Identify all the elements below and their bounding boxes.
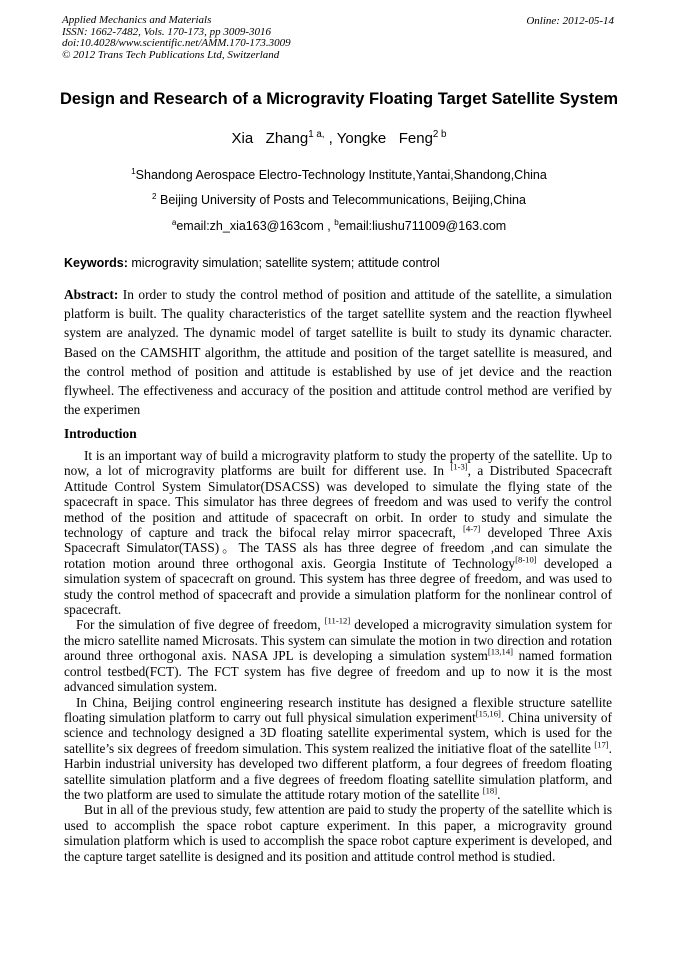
paragraph: But in all of the previous study, few attention are paid to study the property of the satellite which is used to accomplish the space robot capture experiment. In this paper, a microgravity ground simulation platform which is used to accomplish the space robot capture experiment is developed, and the capture target satellite is designed and its position and attitude control method is studied.: [64, 802, 612, 864]
text: It is an important way of build a microgravity platform to study the property of the satellite. Up to now, a lot of microgravity platforms are built for different use. In: [64, 448, 612, 479]
author-sup: 1 a,: [308, 129, 325, 140]
abstract-text: In order to study the control method of position and attitude of the satellite, a simulation platform is built. The quality characteristics of the target satellite system and the reaction flywheel system are analyzed. The dynamic model of target satellite is built to study its dynamic character. Based on the CAMSHIT algorithm, the attitude and position of the target satellite is measured, and the control method of position and attitude is established by use of jet device and the reaction flywheel. The effectiveness and accuracy of the position and attitude control method are verified by the experimen: [64, 287, 612, 418]
paragraph: [64, 448, 612, 617]
issn: ISSN: 1662-7482, Vols. 170-173, pp 3009-3016: [62, 25, 271, 38]
text: .: [497, 786, 501, 802]
email-b: email:liushu711009@163.com: [338, 219, 507, 233]
text: In China, Beijing control engineering research institute has designed a flexible structure satellite floating simulation platform to carry out full physical simulation experiment: [64, 694, 612, 725]
author-sup: 2 b: [432, 129, 447, 140]
text: named formation control testbed(FCT). The FCT system has five degree of freedom and up to now it is the most advanced simulation system.: [64, 648, 612, 695]
text: For the simulation of five degree of freedom,: [76, 617, 325, 633]
paragraph: [64, 695, 612, 803]
affiliation-1: [0, 168, 678, 182]
aff-sup: 2: [152, 191, 157, 201]
citation: [11-12]: [324, 616, 351, 627]
citation: [8-10]: [515, 554, 537, 565]
text: developed Three Axis Spacecraft Simulator(TASS)。The TASS als has three degree of freedom ,and can simulate the rotation motion around three orthogonal axis. Georgia Institute of Technology: [64, 525, 612, 571]
paragraph: [64, 617, 612, 694]
emails: [0, 219, 678, 233]
aff-sup: 1: [131, 166, 136, 176]
text: , a Distributed Spacecraft Attitude Control System Simulator(DSACSS) was developed to simulate the flying state of the spacecraft in space. This simulator has three degrees of freedom and was used to verify the control method of the position and attitude of spacecraft on orbit. In order to study and simulate the technology of capture and track the bifocal relay mirror spacecraft,: [64, 463, 612, 541]
citation: [4-7]: [463, 523, 481, 534]
citation: [15,16]: [475, 708, 501, 719]
introduction-body: [64, 448, 612, 864]
text: developed a microgravity simulation system for the micro satellite named Microsats. This system can simulate the motion in two direction and rotation around three orthogonal axis. NASA JPL is developing a simulation system: [64, 617, 612, 664]
affiliation-2: [0, 193, 678, 207]
email-sup: b: [334, 217, 339, 227]
author-separator: ,: [324, 130, 337, 147]
journal-header: [62, 15, 291, 61]
authors: [0, 130, 678, 147]
citation: [17]: [594, 739, 609, 750]
journal-name: Applied Mechanics and Materials: [62, 14, 212, 26]
keywords-text: microgravity simulation; satellite system; attitude control: [127, 256, 440, 270]
citation: [13,14]: [487, 646, 514, 657]
text: developed a simulation system of spacecraft on ground. This system has three degree of freedom, and was used to study the control method of spacecraft and provide a simulation platform for the nonlinear control of spacecraft.: [64, 555, 612, 618]
paper-title: Design and Research of a Microgravity Floating Target Satellite System: [59, 90, 619, 108]
section-heading: Introduction: [64, 426, 137, 441]
author-name: Xia Zhang: [231, 130, 309, 147]
abstract-label: Abstract:: [64, 287, 119, 302]
author-name: Yongke Feng: [336, 130, 433, 147]
text: . Harbin industrial university has developed two different platform, a four degrees of freedom floating satellite simulation platform and a five degrees of freedom floating satellite simulation platform, and the two platform are used to simulate the attitude rotary motion of the satellite: [64, 740, 612, 802]
email-a: email:zh_xia163@163com ,: [176, 219, 335, 233]
citation: [18]: [482, 785, 498, 796]
citation: [1-3]: [450, 461, 468, 472]
online-date: Online: 2012-05-14: [526, 15, 614, 27]
keywords-label: Keywords:: [64, 256, 128, 270]
copyright: © 2012 Trans Tech Publications Ltd, Switzerland: [62, 48, 280, 61]
doi: doi:10.4028/www.scientific.net/AMM.170-173.3009: [62, 37, 291, 49]
aff-text: Beijing University of Posts and Telecommunications, Beijing,China: [156, 193, 526, 207]
keywords: [64, 256, 440, 270]
aff-text: Shandong Aerospace Electro-Technology Institute,Yantai,Shandong,China: [135, 168, 547, 182]
text: . China university of science and technology designed a 3D floating satellite experimental system, which is used for the satellite’s six degrees of freedom simulation. This system realized the initiative float of the satellite: [64, 709, 612, 756]
email-sup: a: [171, 217, 177, 227]
abstract: [64, 285, 612, 419]
